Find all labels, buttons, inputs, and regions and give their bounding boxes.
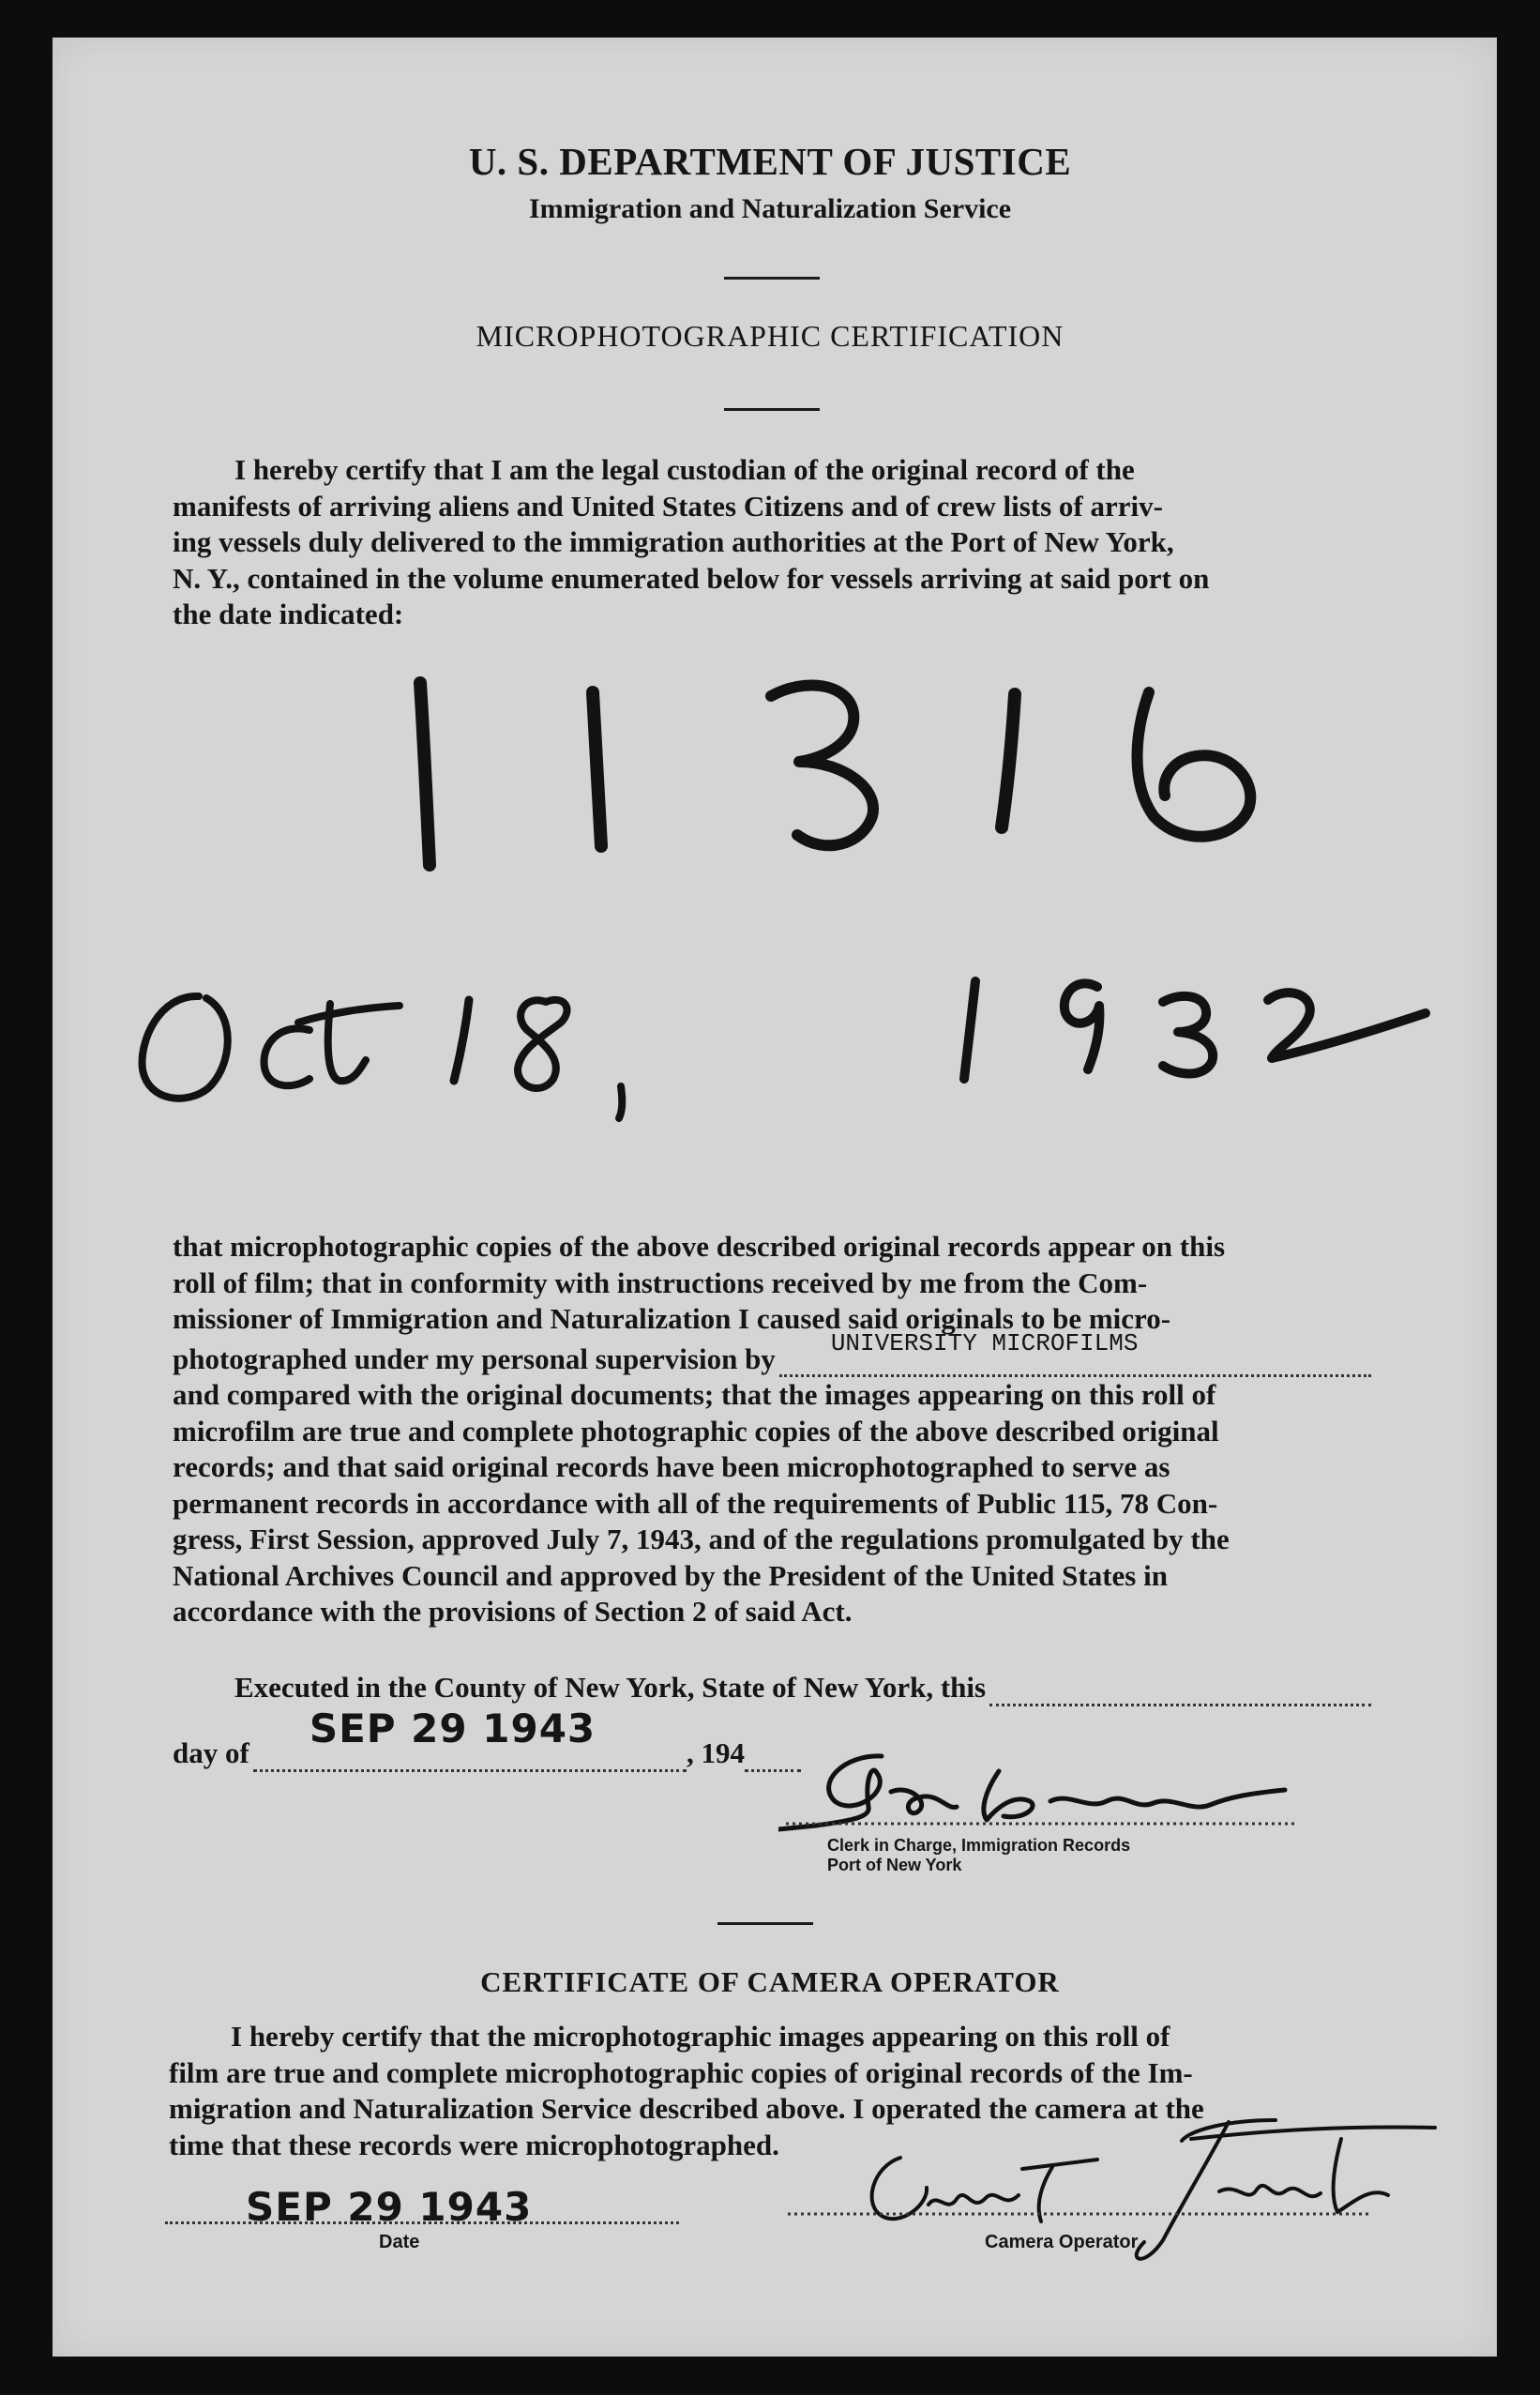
company-name: UNIVERSITY MICROFILMS: [830, 1329, 1139, 1357]
service-subtitle: Immigration and Naturalization Service: [528, 193, 1012, 224]
paragraph-line: missioner of Immigration and Naturalization I caused said originals to be micro-: [173, 1302, 1171, 1335]
date-label: Date: [379, 2232, 420, 2252]
day-of-line: [173, 1705, 801, 1772]
department-title: U. S. DEPARTMENT OF JUSTICE: [468, 140, 1072, 183]
operator-stamped-date: SEP 29 1943: [246, 2184, 533, 2230]
clerk-signature: [778, 1736, 1304, 1839]
paragraph-line: ing vessels duly delivered to the immigration authorities at the Port of New York,: [173, 525, 1174, 558]
paragraph-line: and compared with the original documents; that the images appearing on this roll of: [173, 1378, 1216, 1411]
paragraph-line: gress, First Session, approved July 7, 1943, and of the regulations promulgated by the: [173, 1523, 1230, 1555]
execution-text: Executed in the County of New York, State of New York, this: [234, 1671, 987, 1704]
year-prefix: , 194: [687, 1736, 745, 1769]
date-field: [253, 1705, 687, 1772]
paragraph-line: records; and that said original records have been microphotographed to serve as: [173, 1450, 1170, 1483]
clerk-title: [827, 1836, 1130, 1875]
certification-paragraph: [173, 1229, 1371, 1630]
paragraph-line: migration and Naturalization Service described above. I operated the camera at the: [169, 2092, 1204, 2125]
clerk-title-line: Clerk in Charge, Immigration Records: [827, 1836, 1131, 1855]
divider: [717, 1922, 813, 1925]
operator-date-field: [165, 2184, 679, 2230]
paragraph-line: National Archives Council and approved by the President of the United States in: [173, 1558, 1168, 1592]
camera-certificate-title: CERTIFICATE OF CAMERA OPERATOR: [480, 1965, 1060, 1998]
paragraph-line: microfilm are true and complete photographic copies of the above described original: [173, 1414, 1219, 1448]
paragraph-line: time that these records were microphotographed.: [169, 2128, 779, 2161]
paragraph-line: I hereby certify that the microphotographic images appearing on this roll of: [231, 2020, 1170, 2053]
day-field: [989, 1681, 1371, 1706]
paragraph-line: manifests of arriving aliens and United States Citizens and of crew lists of arriv-: [173, 489, 1163, 523]
day-of-label: day of: [173, 1736, 249, 1769]
paragraph-line: N. Y., contained in the volume enumerated below for vessels arriving at said port on: [173, 561, 1210, 595]
supervision-prefix: photographed under my personal supervision by: [173, 1342, 776, 1375]
clerk-title-line: Port of New York: [827, 1856, 962, 1874]
supervision-line: [173, 1329, 1371, 1378]
execution-line: [234, 1670, 1371, 1706]
paragraph-line: the date indicated:: [173, 598, 404, 630]
paragraph-line: film are true and complete microphotographic copies of original records of the Im-: [169, 2055, 1193, 2089]
stamped-date: SEP 29 1943: [309, 1705, 596, 1751]
camera-operator-label: Camera Operator: [985, 2232, 1139, 2252]
paragraph-line: roll of film; that in conformity with instructions received by me from the Com-: [173, 1266, 1148, 1299]
handwritten-entry: [0, 0, 1540, 1173]
paragraph-line: permanent records in accordance with all of the requirements of Public 115, 78 Con-: [173, 1486, 1218, 1520]
paragraph-line: that microphotographic copies of the above described original records appear on this: [173, 1230, 1226, 1263]
paragraph-line: accordance with the provisions of Section 2 of said Act.: [173, 1595, 853, 1628]
paragraph-line: I hereby certify that I am the legal custodian of the original record of the: [234, 453, 1135, 486]
company-field: [779, 1329, 1371, 1377]
certification-title: MICROPHOTOGRAPHIC CERTIFICATION: [476, 319, 1064, 353]
